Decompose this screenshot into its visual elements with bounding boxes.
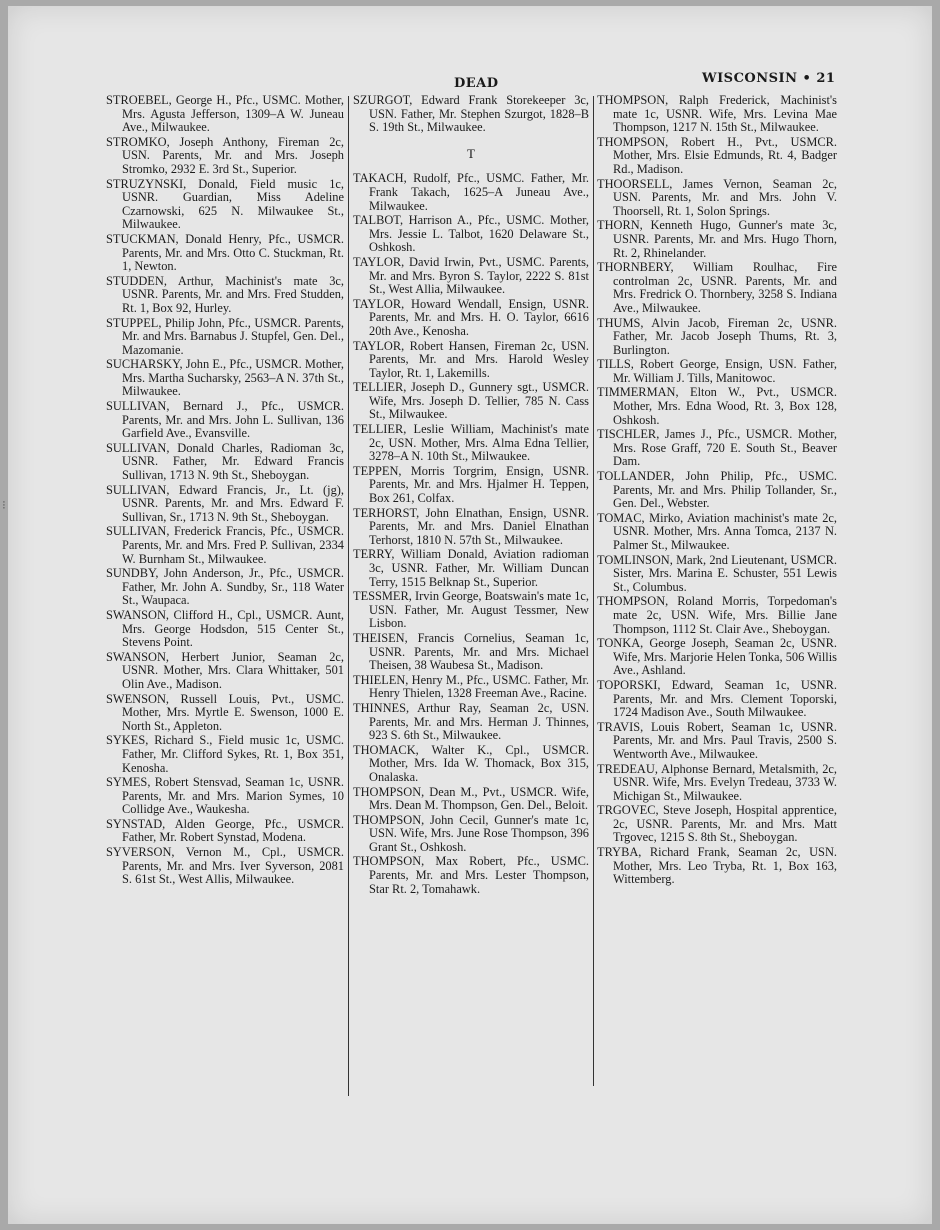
- roll-entry: TONKA, George Joseph, Seaman 2c, USNR. Wife, Mrs. Marjorie Helen Tonka, 506 Willis Ave., Ashland.: [597, 636, 837, 678]
- margin-mark: ⁝: [2, 498, 6, 512]
- roll-entry: TRYBA, Richard Frank, Seaman 2c, USN. Mother, Mrs. Leo Tryba, Rt. 1, Box 163, Wittemberg.: [597, 845, 837, 887]
- roll-entry: THOMPSON, Roland Morris, Torpedoman's mate 2c, USN. Wife, Mrs. Billie Jane Thompson, 1112 St. Clair Ave., Sheboygan.: [597, 594, 837, 636]
- roll-entry: THINNES, Arthur Ray, Seaman 2c, USN. Parents, Mr. and Mrs. Herman J. Thinnes, 923 S. 6th St., Milwaukee.: [353, 700, 589, 743]
- roll-entry: TREDEAU, Alphonse Bernard, Metalsmith, 2c, USNR. Wife, Mrs. Evelyn Tredeau, 3733 W. Michigan St., Milwaukee.: [597, 761, 837, 803]
- roll-entry: THOMPSON, John Cecil, Gunner's mate 1c, USN. Wife, Mrs. June Rose Thompson, 396 Grant St., Oshkosh.: [353, 812, 589, 854]
- roll-entry: TIMMERMAN, Elton W., Pvt., USMCR. Mother, Mrs. Edna Wood, Rt. 3, Box 128, Oshkosh.: [597, 385, 837, 427]
- column-3: [597, 94, 837, 888]
- roll-entry: SWANSON, Clifford H., Cpl., USMCR. Aunt, Mrs. George Hodsdon, 515 Center St., Stevens Point.: [106, 607, 344, 650]
- roll-entry: TERHORST, John Elnathan, Ensign, USNR. Parents, Mr. and Mrs. Daniel Elnathan Terhorst, 1810 N. 57th St., Milwaukee.: [353, 505, 589, 547]
- roll-entry: STROEBEL, George H., Pfc., USMC. Mother, Mrs. Agusta Jefferson, 1309–A W. Juneau Ave., Milwaukee.: [106, 93, 344, 135]
- roll-entry: TAYLOR, Robert Hansen, Fireman 2c, USN. Parents, Mr. and Mrs. Harold Wesley Taylor, Rt. 1, Lakemills.: [353, 338, 589, 380]
- roll-entry: TOMAC, Mirko, Aviation machinist's mate 2c, USNR. Mother, Mrs. Anna Tomca, 2137 N. Palmer St., Milwaukee.: [597, 510, 837, 552]
- roll-entry: STUPPEL, Philip John, Pfc., USMCR. Parents, Mr. and Mrs. Barnabus J. Stupfel, Gen. Del., Mazomanie.: [106, 315, 344, 357]
- column-2: [353, 94, 589, 897]
- roll-entry: SUCHARSKY, John E., Pfc., USMCR. Mother, Mrs. Martha Sucharsky, 2563–A N. 37th St., Milwaukee.: [106, 357, 344, 399]
- roll-entry: TOPORSKI, Edward, Seaman 1c, USNR. Parents, Mr. and Mrs. Clement Toporski, 1724 Madison Ave., South Milwaukee.: [597, 677, 837, 720]
- roll-entry: TESSMER, Irvin George, Boatswain's mate 1c, USN. Father, Mr. August Tessmer, New Lisbon.: [353, 589, 590, 631]
- roll-entry: THIELEN, Henry M., Pfc., USMC. Father, Mr. Henry Thielen, 1328 Freeman Ave., Racine.: [353, 672, 589, 701]
- roll-entry: SULLIVAN, Donald Charles, Radioman 3c, USNR. Father, Mr. Edward Francis Sullivan, 1713 N. 9th St., Sheboygan.: [106, 440, 344, 483]
- roll-entry: TEPPEN, Morris Torgrim, Ensign, USNR. Parents, Mr. and Mrs. Hjalmer H. Teppen, Box 261, Colfax.: [353, 463, 589, 506]
- roll-entry: SULLIVAN, Frederick Francis, Pfc., USMCR. Parents, Mr. and Mrs. Fred P. Sullivan, 2334 W. Burnham St., Milwaukee.: [106, 524, 344, 566]
- roll-entry: SZURGOT, Edward Frank Storekeeper 3c, USN. Father, Mr. Stephen Szurgot, 1828–B S. 19th St., Milwaukee.: [353, 93, 589, 135]
- roll-entry: THOMACK, Walter K., Cpl., USMCR. Mother, Mrs. Ida W. Thomack, Box 315, Onalaska.: [353, 742, 589, 784]
- roll-entry: TILLS, Robert George, Ensign, USN. Father, Mr. William J. Tills, Manitowoc.: [597, 357, 837, 385]
- roll-entry: STRUZYNSKI, Donald, Field music 1c, USNR. Guardian, Miss Adeline Czarnowski, 625 N. Milwaukee St., Milwaukee.: [106, 176, 344, 232]
- roll-entry: SULLIVAN, Bernard J., Pfc., USMCR. Parents, Mr. and Mrs. John L. Sullivan, 136 Garfield Ave., Evansville.: [106, 399, 344, 441]
- roll-entry: SYMES, Robert Stensvad, Seaman 1c, USNR. Parents, Mr. and Mrs. Marion Symes, 10 Collidge Ave., Waukesha.: [106, 775, 344, 817]
- roll-entry: TRAVIS, Louis Robert, Seaman 1c, USNR. Parents, Mr. and Mrs. Paul Travis, 2500 S. Wentworth Ave., Milwaukee.: [597, 719, 837, 761]
- roll-entry: SYKES, Richard S., Field music 1c, USMC. Father, Mr. Clifford Sykes, Rt. 1, Box 351, Kenosha.: [106, 733, 344, 775]
- roll-entry: TISCHLER, James J., Pfc., USMCR. Mother, Mrs. Rose Graff, 720 E. South St., Beaver Dam.: [597, 427, 837, 469]
- roll-entry: THOMPSON, Max Robert, Pfc., USMC. Parents, Mr. and Mrs. Lester Thompson, Star Rt. 2, Tomahawk.: [353, 854, 589, 896]
- roll-entry: SUNDBY, John Anderson, Jr., Pfc., USMCR. Father, Mr. John A. Sundby, Sr., 118 Water St., Waupaca.: [106, 566, 344, 608]
- roll-entry: TALBOT, Harrison A., Pfc., USMC. Mother, Mrs. Jessie L. Talbot, 1620 Delaware St., Oshkosh.: [353, 213, 589, 255]
- roll-entry: THORN, Kenneth Hugo, Gunner's mate 3c, USNR. Parents, Mr. and Mrs. Hugo Thorn, Rt. 2, Rhinelander.: [597, 218, 837, 260]
- roll-entry: THOMPSON, Robert H., Pvt., USMCR. Mother, Mrs. Elsie Edmunds, Rt. 4, Badger Rd., Madison.: [597, 134, 837, 176]
- roll-entry: THOMPSON, Ralph Frederick, Machinist's mate 1c, USNR. Wife, Mrs. Levina Mae Thompson, 1217 N. 15th St., Milwaukee.: [597, 93, 837, 135]
- roll-entry: TRGOVEC, Steve Joseph, Hospital apprentice, 2c, USNR. Parents, Mr. and Mrs. Matt Trgovec, 1215 S. 8th St., Sheboygan.: [597, 803, 837, 845]
- roll-entry: THOORSELL, James Vernon, Seaman 2c, USN. Parents, Mr. and Mrs. John V. Thoorsell, Rt. 1, Solon Springs.: [597, 176, 837, 218]
- roll-entry: STUCKMAN, Donald Henry, Pfc., USMCR. Parents, Mr. and Mrs. Otto C. Stuckman, Rt. 1, Newton.: [106, 231, 344, 274]
- roll-entry: SYNSTAD, Alden George, Pfc., USMCR. Father, Mr. Robert Synstad, Modena.: [106, 816, 344, 845]
- section-header: DEAD: [454, 76, 499, 91]
- roll-entry: SWANSON, Herbert Junior, Seaman 2c, USNR. Mother, Mrs. Clara Whittaker, 501 Olin Ave., Madison.: [106, 649, 344, 691]
- roll-entry: TERRY, William Donald, Aviation radioman 3c, USNR. Father, Mr. William Duncan Terry, 1515 Belknap St., Superior.: [353, 547, 589, 589]
- roll-entry: THORNBERY, William Roulhac, Fire controlman 2c, USNR. Parents, Mr. and Mrs. Fredrick O. Thornbery, 3258 S. Indiana Ave., Milwaukee.: [597, 260, 837, 315]
- roll-entry: TAYLOR, Howard Wendall, Ensign, USNR. Parents, Mr. and Mrs. H. O. Taylor, 6616 20th Ave., Kenosha.: [353, 296, 589, 338]
- column-1: [106, 94, 344, 888]
- state-page-header: WISCONSIN • 21: [702, 71, 836, 86]
- roll-entry: SWENSON, Russell Louis, Pvt., USMC. Mother, Mrs. Myrtle E. Swenson, 1000 E. North St., Appleton.: [106, 691, 344, 733]
- column-rule-2: [593, 96, 594, 1086]
- column-rule-1: [348, 96, 349, 1096]
- roll-entry: TELLIER, Joseph D., Gunnery sgt., USMCR. Wife, Mrs. Joseph D. Tellier, 785 N. Cass St., Milwaukee.: [353, 380, 589, 422]
- roll-entry: SULLIVAN, Edward Francis, Jr., Lt. (jg), USNR. Parents, Mr. and Mrs. Edward F. Sullivan, Sr., 1713 N. 9th St., Sheboygan.: [106, 482, 344, 524]
- roll-entry: THUMS, Alvin Jacob, Fireman 2c, USNR. Father, Mr. Jacob Joseph Thums, Rt. 3, Burlington.: [597, 315, 837, 357]
- roll-entry: STUDDEN, Arthur, Machinist's mate 3c, USNR. Parents, Mr. and Mrs. Fred Studden, Rt. 1, Box 92, Hurley.: [106, 273, 344, 315]
- roll-entry: TELLIER, Leslie William, Machinist's mate 2c, USN. Mother, Mrs. Alma Edna Tellier, 3278–A N. 10th St., Milwaukee.: [353, 422, 589, 464]
- roll-entry: TOMLINSON, Mark, 2nd Lieutenant, USMCR. Sister, Mrs. Marina E. Schuster, 551 Lewis St., Columbus.: [597, 552, 837, 594]
- roll-entry: STROMKO, Joseph Anthony, Fireman 2c, USN. Parents, Mr. and Mrs. Joseph Stromko, 2932 E. 3rd St., Superior.: [106, 134, 344, 176]
- roll-entry: TAKACH, Rudolf, Pfc., USMC. Father, Mr. Frank Takach, 1625–A Juneau Ave., Milwaukee.: [353, 171, 589, 213]
- roll-entry: THEISEN, Francis Cornelius, Seaman 1c, USNR. Parents, Mr. and Mrs. Michael Theisen, 38 Waubesa St., Madison.: [353, 630, 589, 673]
- section-letter: T: [467, 145, 475, 161]
- roll-entry: SYVERSON, Vernon M., Cpl., USMCR. Parents, Mr. and Mrs. Iver Syverson, 2081 S. 61st St., West Allis, Milwaukee.: [106, 845, 344, 887]
- roll-entry: TAYLOR, David Irwin, Pvt., USMC. Parents, Mr. and Mrs. Byron S. Taylor, 2222 S. 81st St., West Allia, Milwaukee.: [353, 254, 589, 297]
- roll-entry: THOMPSON, Dean M., Pvt., USMCR. Wife, Mrs. Dean M. Thompson, Gen. Del., Beloit.: [353, 784, 589, 813]
- roll-entry: TOLLANDER, John Philip, Pfc., USMC. Parents, Mr. and Mrs. Philip Tollander, Sr., Gen. Del., Webster.: [597, 469, 837, 511]
